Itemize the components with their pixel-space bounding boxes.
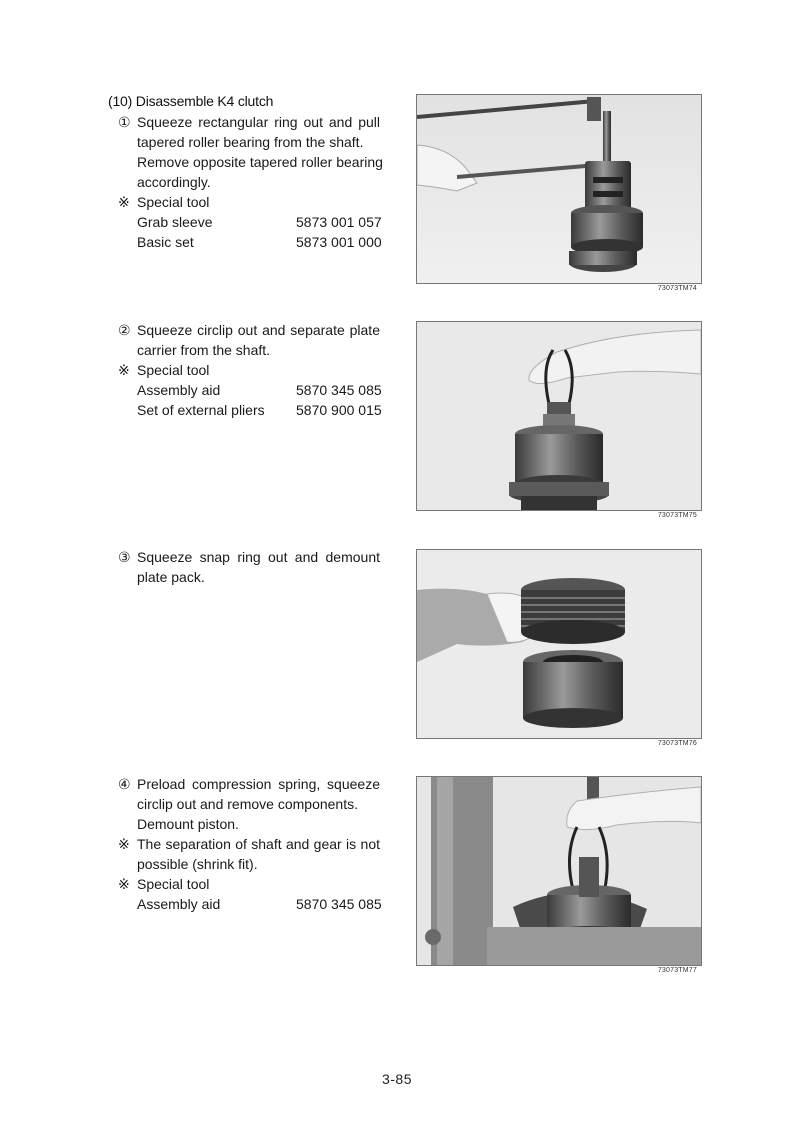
step-1 (118, 112, 383, 252)
note-marker: ※ (118, 362, 130, 378)
photo-plate-carrier (416, 321, 702, 511)
photo-bearing-puller (416, 94, 702, 284)
tool-number: 5870 900 015 (296, 402, 382, 418)
step-3-line-2: plate pack. (137, 569, 205, 585)
step-4-line-1: Preload compression spring, squeeze (137, 776, 380, 792)
step-3-line-1: Squeeze snap ring out and demount (137, 549, 380, 565)
photo-caption: 73073TM75 (657, 512, 697, 519)
tool-name: Grab sleeve (137, 214, 213, 230)
step-1-line-1: Squeeze rectangular ring out and pull (137, 114, 380, 130)
warning-line-1: The separation of shaft and gear is not (137, 836, 380, 852)
photo-caption: 73073TM77 (657, 967, 697, 974)
tool-row (118, 894, 380, 914)
photo-caption: 73073TM74 (657, 285, 697, 292)
tool-row (118, 212, 380, 232)
section-heading: (10) Disassemble K4 clutch (108, 93, 274, 109)
tool-row (118, 400, 380, 420)
warning-line-2: possible (shrink fit). (137, 856, 258, 872)
step-2-line-2: carrier from the shaft. (137, 342, 271, 358)
step-3 (118, 547, 380, 587)
step-2-marker: ② (118, 322, 131, 338)
photo-plate-pack (416, 549, 702, 739)
photo-caption: 73073TM76 (657, 740, 697, 747)
step-1-line-4: accordingly. (137, 174, 211, 190)
tool-name: Basic set (137, 234, 194, 250)
step-2-line-1: Squeeze circlip out and separate plate (137, 322, 380, 338)
tool-row (118, 380, 380, 400)
tool-number: 5873 001 000 (296, 234, 382, 250)
tool-name: Assembly aid (137, 382, 221, 398)
page-number: 3-85 (381, 1071, 413, 1087)
tool-name: Assembly aid (137, 896, 221, 912)
photo-compression-spring (416, 776, 702, 966)
tool-number: 5873 001 057 (296, 214, 382, 230)
special-tool-label: Special tool (137, 876, 210, 892)
special-tool-label: Special tool (137, 194, 210, 210)
step-3-marker: ③ (118, 549, 131, 565)
tool-number: 5870 345 085 (296, 896, 382, 912)
warning-marker: ※ (118, 836, 130, 852)
step-1-marker: ① (118, 114, 131, 130)
step-1-line-2: tapered roller bearing from the shaft. (137, 134, 364, 150)
note-marker: ※ (118, 876, 130, 892)
step-4-line-2: circlip out and remove components. (137, 796, 358, 812)
step-1-line-3: Remove opposite tapered roller bearing (137, 154, 383, 170)
step-4 (118, 774, 380, 914)
step-4-marker: ④ (118, 776, 131, 792)
special-tool-label: Special tool (137, 362, 210, 378)
tool-row (118, 232, 380, 252)
note-marker: ※ (118, 194, 130, 210)
step-2 (118, 320, 380, 420)
tool-number: 5870 345 085 (296, 382, 382, 398)
step-4-line-3: Demount piston. (137, 816, 239, 832)
tool-name: Set of external pliers (137, 402, 265, 418)
